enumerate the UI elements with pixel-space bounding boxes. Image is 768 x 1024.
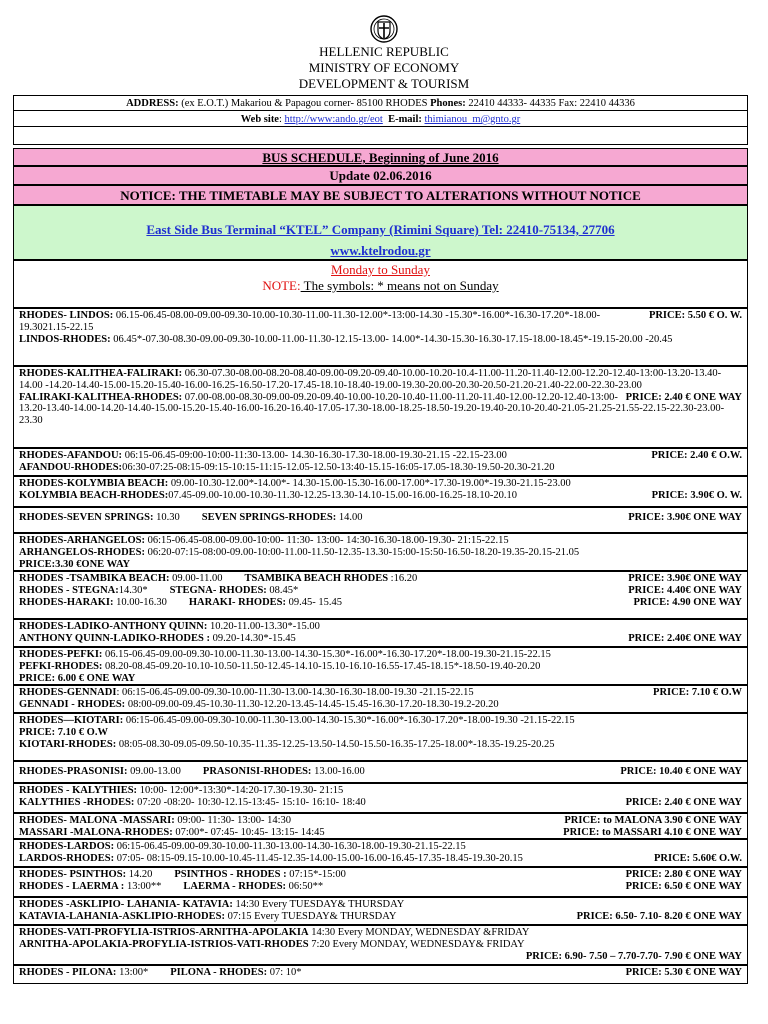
route-label: RHODES- LINDOS:: [19, 310, 114, 321]
route-line: [19, 547, 742, 559]
route-label: RHODES -ASKLIPIO- LAHANIA- KATAVIA:: [19, 899, 233, 910]
route-section: [13, 761, 748, 783]
route-label: RHODES-HARAKI:: [19, 596, 114, 608]
return-times: 08.45*: [266, 584, 299, 596]
return-times: 14.00: [336, 512, 363, 523]
route-line: [19, 462, 742, 474]
route-section: [13, 867, 748, 897]
blank-row: [13, 126, 748, 145]
route-label: RHODES -TSAMBIKA BEACH:: [19, 573, 170, 584]
return-label: LAERMA - RHODES:: [183, 880, 287, 892]
route-times: 06.45*-07.30-08.30-09.00-09.30-10.00-11.00-11.30-12.15-13.00- 14.00*-14.30-15.30-16.30-17.15-18.00-18.45*-19.15-20.00 -20.45: [110, 333, 673, 345]
route-price: PRICE: 4.90 ONE WAY: [633, 596, 742, 608]
route-section: [13, 685, 748, 713]
route-line: [19, 699, 742, 711]
return-label: SEVEN SPRINGS-RHODES:: [201, 512, 337, 523]
route-times: 06:15-06.45-08.00-09.00-10:00- 11:30- 13:00- 14:30-16.30-18.00-19.30- 21:15-22.15: [145, 535, 509, 546]
phones-text: 22410 44333- 44335 Fax: 22410 44336: [465, 98, 635, 109]
route-label: PRICE: 7.10 € O.W: [19, 726, 108, 738]
route-line: [19, 881, 742, 893]
route-times: 08.20-08.45-09.20-10.10-10.50-11.50-12.45-14.10-15.10-16.10-16.55-17.45-18.15*-18.50-19.40-20.20: [102, 660, 541, 672]
route-section: [13, 897, 748, 925]
route-times: 06:15-06.45-09.00-09.30-10.00-11.30-13.00-14.30-15.30*-16.00*-16.30-17.20*-18.00-19.30 -21.15-22.15: [123, 715, 575, 726]
route-times: 06:15-06.45-09.00-09.30-10.00-11.30-13.00-14.30-16.30-18.00-19.30-21.15-22.15: [114, 841, 466, 852]
route-price: PRICE: 4.40€ ONE WAY: [628, 584, 742, 596]
route-label: PRICE:3.30 €ONE WAY: [19, 558, 131, 570]
route-times: 07:20 -08:20- 10:30-12.15-13:45- 15:10- 16:10- 18:40: [134, 796, 366, 808]
route-label: KATAVIA-LAHANIA-ASKLIPIO-RHODES:: [19, 910, 225, 922]
note-label: NOTE:: [262, 278, 301, 293]
route-line: [19, 687, 742, 699]
website-label: Web site: [240, 114, 279, 125]
route-line: [19, 535, 742, 547]
route-line: [19, 512, 742, 524]
route-times: 08:05-08.30-09.05-09.50-10.35-11.35-12.25-13.50-14.50-15.50-16.35-17.25-18.00*-18.35-19.25-20.25: [116, 738, 555, 750]
route-line: [19, 939, 742, 951]
route-price: PRICE: 2.40 € O.W.: [651, 450, 742, 461]
route-line: [19, 815, 742, 827]
route-section: [13, 619, 748, 647]
route-line: [19, 951, 742, 963]
terminal-box: [13, 205, 748, 260]
route-section: [13, 571, 748, 619]
website-sep: :: [278, 114, 285, 125]
route-price: PRICE: 5.30 € ONE WAY: [625, 967, 742, 978]
return-label: PRASONISI-RHODES:: [202, 766, 312, 777]
route-line: [19, 739, 742, 751]
route-times: 06.30-07.30-08.00-08.20-08.40-09.00-09.20-09.40-10.00-10.20-10.4-11.00-11.20-11.40-12.00-12.20-12.40-13:00-13.20-13.40-14.00 -14.20-14.40-15.00-15.20-15.40-16.00-16.25-16.50-17.20-17.45-18.10-18.40-19.00-19.30-20.00-20.30-20.50-21.20-21.40-22.00-22.30-23.00: [19, 368, 722, 391]
route-line: [19, 927, 742, 939]
route-times: 7:20 Every MONDAY, WEDNESDAY& FRIDAY: [308, 938, 525, 950]
route-times: 07.00-08.00-08.30-09.00-09.20-09.40-10.00-10.20-10.40-11.00-11.20-11.40-12.00-12.20-12.40-13:00-13.20-13.40-14.00-14.20-14.40-15.00-15.20-15.40-16.00-16.20-16.40-17.05-17.30-18.00-18.25-18.50-19.20-19.40-20.10-20.40-21.05-21.25-21.55-22.15-22.30-23.00-23.30: [19, 391, 725, 427]
route-line: [19, 911, 742, 923]
phones-label: Phones:: [430, 98, 466, 109]
route-label: AFANDOU-RHODES:: [19, 461, 123, 473]
route-label: RHODES - PILONA:: [19, 967, 117, 978]
route-section: [13, 533, 748, 571]
route-label: RHODES - LAERMA :: [19, 880, 125, 892]
return-label: PILONA - RHODES:: [170, 967, 268, 978]
route-price: PRICE: 6.50- 7.10- 8.20 € ONE WAY: [576, 910, 742, 922]
address-label: ADDRESS:: [126, 98, 179, 109]
route-label: RHODES - KALYTHIES:: [19, 785, 138, 796]
route-times: 06.15-06.45-09.00-09.30-10.00-11.30-13.00-14.30-15.30*-16.00*-16.30-17.20*-18.00-19.30-21.15-22.15: [102, 649, 551, 660]
route-label: KALYTHIES -RHODES:: [19, 796, 135, 808]
route-label: RHODES-VATI-PROFYLIA-ISTRIOS-ARNITHA-APOLAKIA: [19, 927, 309, 938]
route-label: KIOTARI-RHODES:: [19, 738, 117, 750]
route-label: GENNADI - RHODES:: [19, 698, 126, 710]
route-times: 10.20-11.00-13.30*-15.00: [207, 621, 320, 632]
route-times: 10:00- 12:00*-13:30*-14:20-17.30-19.30- 21:15: [137, 785, 344, 796]
route-section: [13, 839, 748, 867]
route-line: [19, 673, 742, 685]
email-link[interactable]: thimianou_m@gnto.gr: [424, 114, 521, 125]
route-times: 09.00-10.30-12.00*-14.00*- 14.30-15.00-15.30-16.00-17.00*-17.30-19.00*-19.30-21.15-23.00: [168, 478, 571, 489]
route-section: [13, 925, 748, 965]
greek-crest-icon: [369, 14, 399, 44]
route-times: 09.00-11.00: [169, 573, 223, 584]
return-label: HARAKI- RHODES:: [188, 596, 287, 608]
route-section: [13, 448, 748, 476]
route-times: 07.45-09.00-10.00-10.30-11.30-12.25-13.30-14.10-15.00-16.00-16.25-18.10-20.10: [168, 489, 517, 501]
return-times: 07:15*-15:00: [286, 869, 346, 880]
route-line: [19, 853, 742, 865]
route-label: RHODES-GENNADI: [19, 687, 117, 698]
route-label: RHODES-LARDOS:: [19, 841, 115, 852]
route-line: [19, 559, 742, 571]
route-section: [13, 965, 748, 984]
route-times: 07:05- 08:15-09.15-10.00-10.45-11.45-12.35-14.00-15.00-16.00-16.45-17.35-18.45-19.30-20.15: [114, 852, 523, 864]
route-label: RHODES-LADIKO-ANTHONY QUINN:: [19, 621, 208, 632]
route-label: LARDOS-RHODES:: [19, 852, 115, 864]
route-times: 07:00*- 07:45- 10:45- 13:15- 14:45: [172, 826, 325, 838]
address-text: (ex E.O.T.) Makariou & Papagou corner- 85100 RHODES: [178, 98, 431, 109]
schedule-update: Update 02.06.2016: [13, 166, 748, 185]
route-label: RHODES-ARHANGELOS:: [19, 535, 146, 546]
address-row: [13, 95, 748, 111]
terminal-name: East Side Bus Terminal “KTEL” Company (Rimini Square) Tel: 22410-75134, 27706: [146, 222, 615, 237]
route-price: PRICE: to MALONA 3.90 € ONE WAY: [564, 815, 742, 826]
route-times: 06:15-06.45-09:00-10:00-11:30-13.00- 14.30-16.30-17.30-18.00-19.30-21.15 -22.15-23.00: [122, 450, 507, 461]
route-price: PRICE: 3.90€ O. W.: [651, 489, 742, 501]
header-line-3: DEVELOPMENT & TOURISM: [298, 76, 470, 91]
route-times: 06:20-07:15-08:00-09.00-10:00-11.00-11.50-12.35-13.30-15:00-15:50-16.50-18.20-19.35-20.15-21.05: [145, 546, 580, 558]
route-price: PRICE: 6.50 € ONE WAY: [625, 880, 742, 892]
route-section: [13, 366, 748, 448]
terminal-website[interactable]: www.ktelrodou.gr: [330, 243, 431, 258]
route-line: [19, 392, 742, 427]
route-price: PRICE: 5.50 € O. W.: [648, 310, 742, 321]
route-line: [19, 766, 742, 778]
route-label: RHODES- PSINTHOS:: [19, 869, 127, 880]
route-label: RHODES- MALONA -MASSARI:: [19, 815, 175, 826]
days-text: Monday to Sunday: [331, 262, 430, 277]
route-label: PRICE: 6.00 € ONE WAY: [19, 672, 136, 684]
route-times: : 06:15-06.45-09.00-09.30-10.00-11.30-13.00-14.30-16.30-18.00-19.30 -21.15-22.15: [116, 687, 474, 698]
route-line: [19, 785, 742, 797]
route-times: 09.20-14.30*-15.45: [209, 632, 296, 644]
route-line: [19, 310, 742, 334]
route-price: PRICE: 2.40 € ONE WAY: [625, 796, 742, 808]
route-label: RHODES-AFANDOU:: [19, 450, 123, 461]
route-price: PRICE: 2.40€ ONE WAY: [628, 632, 742, 644]
route-line: [19, 621, 742, 633]
route-label: ARHANGELOS-RHODES:: [19, 546, 146, 558]
route-label: RHODES—KIOTARI:: [19, 715, 124, 726]
return-label: STEGNA- RHODES:: [169, 584, 267, 596]
route-price: PRICE: 5.60€ O.W.: [654, 852, 742, 864]
route-times: 14:30 Every MONDAY, WEDNESDAY &FRIDAY: [308, 927, 530, 938]
route-price: PRICE: 3.90€ ONE WAY: [628, 512, 742, 523]
route-section: [13, 647, 748, 685]
route-label: MASSARI -MALONA-RHODES:: [19, 826, 173, 838]
schedule-notice: NOTICE: THE TIMETABLE MAY BE SUBJECT TO ALTERATIONS WITHOUT NOTICE: [13, 185, 748, 205]
route-times: 10.00-16.30: [113, 596, 167, 608]
route-line: [19, 478, 742, 490]
route-price: PRICE: 2.80 € ONE WAY: [625, 869, 742, 880]
route-label: RHODES-SEVEN SPRINGS:: [19, 512, 154, 523]
route-label: ANTHONY QUINN-LADIKO-RHODES :: [19, 632, 210, 644]
route-line: [19, 727, 742, 739]
header-line-2: MINISTRY OF ECONOMY: [308, 60, 460, 75]
route-times: 07:15 Every TUESDAY& THURSDAY: [224, 910, 397, 922]
route-section: [13, 507, 748, 533]
route-times: 14.30*: [118, 584, 148, 596]
route-line: [19, 649, 742, 661]
route-section: [13, 713, 748, 761]
route-line: [19, 490, 742, 502]
route-price: PRICE: 2.40 € ONE WAY: [625, 391, 742, 403]
website-link[interactable]: http://www:ando.gr/eot: [284, 114, 383, 125]
route-price: PRICE: 6.90- 7.50 – 7.70-7.70- 7.90 € ONE WAY: [525, 950, 742, 962]
route-times: 14.20: [126, 869, 153, 880]
route-line: [19, 967, 742, 979]
route-price: PRICE: 3.90€ ONE WAY: [628, 573, 742, 584]
route-label: LINDOS-RHODES:: [19, 333, 111, 345]
route-line: [19, 450, 742, 462]
days-box: [13, 260, 748, 308]
return-times: 13.00-16.00: [311, 766, 365, 777]
route-price: PRICE: 10.40 € ONE WAY: [620, 766, 742, 777]
route-times: 10.30: [153, 512, 180, 523]
route-line: [19, 633, 742, 645]
route-times: 09:00- 11:30- 13:00- 14:30: [174, 815, 292, 826]
route-line: [19, 334, 742, 346]
route-times: 13:00**: [124, 880, 162, 892]
route-label: FALIRAKI-KALITHEA-RHODES:: [19, 391, 183, 403]
route-section: [13, 813, 748, 839]
route-times: 06.15-06.45-08.00-09.00-09.30-10.00-10.30-11.00-11.30-12.00*-13:00-14.30 -15.30*-16.00*-16.30-17.20*-18.00-19.3021.15-22.15: [19, 310, 601, 333]
route-line: [19, 715, 742, 727]
email-label: E-mail:: [382, 114, 425, 125]
route-label: RHODES - STEGNA:: [19, 584, 119, 596]
route-line: [19, 899, 742, 911]
route-times: 08:00-09.00-09.45-10.30-11.30-12.20-13.45-14.45-15.45-16.30-17.20-18.30-19.2-20.20: [125, 698, 499, 710]
route-label: RHODES-KOLYMBIA BEACH:: [19, 478, 169, 489]
return-times: 06:50**: [286, 880, 324, 892]
route-section: [13, 783, 748, 813]
route-line: [19, 797, 742, 809]
route-times: 14:30 Every TUESDAY& THURSDAY: [232, 899, 405, 910]
schedule-title-text: BUS SCHEDULE, Beginning of June 2016: [262, 150, 499, 165]
route-label: ARNITHA-APOLAKIA-PROFYLIA-ISTRIOS-VATI-RHODES: [19, 938, 309, 950]
header-line-1: HELLENIC REPUBLIC: [319, 44, 449, 59]
route-times: 09.00-13.00: [127, 766, 181, 777]
route-line: [19, 869, 742, 881]
route-times: 13:00*: [116, 967, 149, 978]
route-line: [19, 841, 742, 853]
route-label: KOLYMBIA BEACH-RHODES:: [19, 489, 169, 501]
route-line: [19, 368, 742, 392]
route-price: PRICE: to MASSARI 4.10 € ONE WAY: [563, 826, 742, 838]
return-times: :16.20: [390, 573, 418, 584]
return-label: TSAMBIKA BEACH RHODES: [244, 573, 391, 584]
return-times: 09.45- 15.45: [286, 596, 343, 608]
note-text: The symbols: * means not on Sunday: [300, 278, 499, 293]
route-times: 06:30-07:25-08:15-09:15-10:15-11:15-12.05-12.50-13:40-15.15-16:05-17.05-18.30-19.50-20.30-21.20: [122, 461, 555, 473]
website-row: [13, 110, 748, 127]
route-label: RHODES-PEFKI:: [19, 649, 103, 660]
return-label: PSINTHOS - RHODES :: [174, 869, 287, 880]
route-section: [13, 476, 748, 507]
route-label: RHODES-PRASONISI:: [19, 766, 128, 777]
route-line: [19, 597, 742, 609]
route-label: PEFKI-RHODES:: [19, 660, 103, 672]
route-line: [19, 827, 742, 839]
route-label: RHODES-KALITHEA-FALIRAKI:: [19, 368, 183, 379]
route-line: [19, 585, 742, 597]
route-section: [13, 308, 748, 366]
schedule-title: [13, 148, 748, 166]
route-line: [19, 573, 742, 585]
return-times: 07: 10*: [267, 967, 302, 978]
route-price: PRICE: 7.10 € O.W: [653, 687, 742, 698]
route-line: [19, 661, 742, 673]
